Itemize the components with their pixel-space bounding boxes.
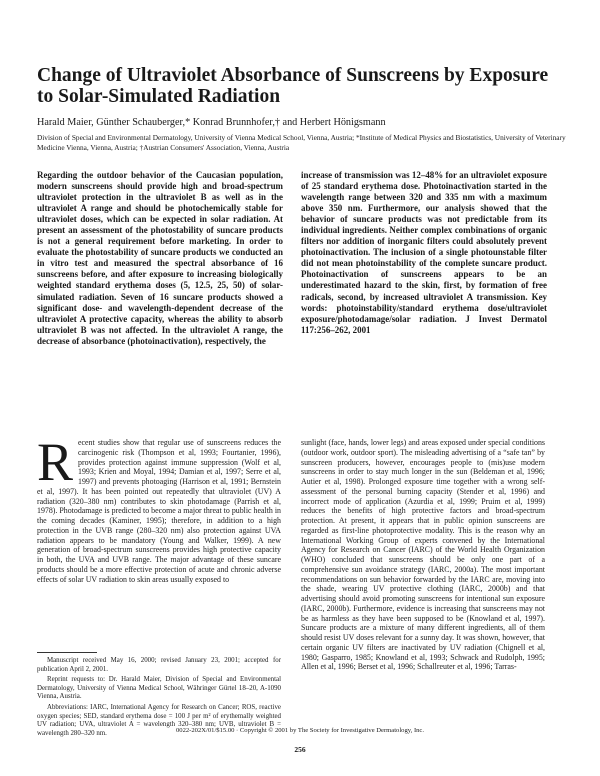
footnote-manuscript: Manuscript received May 16, 2000; revised January 23, 2001; accepted for publication April 2, 2001. <box>37 657 281 673</box>
page-number: 256 <box>294 745 306 754</box>
author-list: Harald Maier, Günther Schauberger,* Konrad Brunnhofer,† and Herbert Hönigsmann <box>37 117 386 128</box>
footnote-rule <box>37 652 97 653</box>
footnote-abbreviations: Abbreviations: IARC, International Agency for Research on Cancer; ROS, reactive oxygen species; SED, standard erythema dose = 100 J per m² of erythemally weighted UV radiation; UVA, ultraviolet A = wavelength 320–380 nm; UVB, ultraviolet B = wavelength 280–320 nm. <box>37 703 281 737</box>
body-column-1-text: ecent studies show that regular use of sunscreens reduces the carcinogenic risk (Thompson et al, 1993; Fourtanier, 1996), provides protection against immune suppression (Wolf et al, 1993; Krien and Moyal, 1994; Damian et al, 1997; Serre et al, 1997) and prevents photoaging (Harrison et al, 1991; Bernstein et al, 1997). It has been pointed out repeatedly that ultraviolet (UV) A radiation (320–380 nm) contributes to skin photodamage (Parrish et al, 1978). Photodamage is predicted to become a major threat to public health in the coming decades (Kaminer, 1995); therefore, in addition to a high protection in the UVB range (280–320 nm) also protection against UVA radiation appears to be mandatory (Young and Walker, 1999). A new generation of broad-spectrum sunscreens provides high protective capacity in both, the UVA and UVB range. The major advantage of these suncare products should be a more effective protection of acute and chronic adverse effects of solar UV radiation to skin areas usually exposed to <box>37 438 281 584</box>
body-column-1 <box>37 432 281 584</box>
drop-cap: R <box>37 432 74 492</box>
abstract-column-1: Regarding the outdoor behavior of the Caucasian population, modern sunscreens should provide high and broad-spectrum ultraviolet protection in the ultraviolet B as well as in the ultraviolet A range and should be photochemically stable for ultraviolet doses, which can be expected in solar radiation. At present an assessment of the photostability of suncare products is not a general requirement before marketing. In order to evaluate the photostability of suncare products we conducted an in vitro test and measured the spectral absorbance of 16 sunscreens before, and after exposure to increasing biologically weighted standard erythema doses (5, 12.5, 25, 50) of solar-simulated radiation. Seven of 16 suncare products showed a significant dose- and wavelength-dependent decrease of the ultraviolet A protective capacity, whereas the ability to absorb ultraviolet B was not affected. In the ultraviolet A range, the decrease of absorbance (photoinactivation), respectively, the <box>37 170 283 346</box>
abstract-column-2: increase of transmission was 12–48% for an ultraviolet exposure of 25 standard erythema dose. Photoinactivation started in the wavelength range between 320 and 335 nm with a maximum above 350 nm. Furthermore, our analysis showed that the behavior of suncare products was not predictable from its individual ingredients. Neither complex combinations of organic filters nor addition of inorganic filters could absolutely prevent photoinactivation. The inclusion of a single photounstable filter did not mean photoinstability of the complete suncare product. Photoinactivation of sunscreens appears to be an underestimated hazard to the skin, first, by formation of free radicals, second, by increased ultraviolet A transmission. Key words: photoinstability/standard erythema dose/ultraviolet exposure/photodamage/solar radiation. J Invest Dermatol 117:256–262, 2001 <box>301 170 547 335</box>
body-column-2: sunlight (face, hands, lower legs) and areas exposed under special conditions (outdoor work, outdoor sport). The misleading advertising of a “safe tan” by sunscreen producers, however, encourages people to (mis)use modern sunscreens in order to stay much longer in the sun (Beldeman et al, 1996; Autier et al, 1998). Prolonged exposure time together with a wrong self-assessment of the personal burning capacity (Stender et al, 1996) and incorrect mode of application (Azurdia et al, 1999; Pruim et al, 1999) reduces the benefits of high protective factors and broad-spectrum protection. At present, it appears that in public opinion sunscreens are regarded as first-line photoprotective modality. This is the reason why an International Working Group of experts convened by the International Agency for Research on Cancer (IARC) of the World Health Organization (WHO) concluded that sunscreens should be only one part of a comprehensive sun avoidance strategy (IARC, 2000a). The most important recommendations on sun behavior forwarded by the IARC are, moving into the shade, wearing UV protective clothing (IARC, 2000b) and that advertising should avoid promoting sunscreens for intentional sun exposure (IARC, 2000b). Furthermore, evidence is increasing that sunscreens may not be as harmless as they have been supposed to be (Knowland et al, 1997). Suncare products are a mixture of many different ingredients, all of them should resist UV doses relevant for a sunny day. It was shown, however, that certain organic UV filters are inactivated by UV radiation (Chignell et al, 1980; Gasparro, 1985; Knowland et al, 1993; Schwack and Rudolph, 1995; Allen et al, 1996; Berset et al, 1996; Schallreuter et al, 1996; Tarras- <box>301 438 545 672</box>
copyright-line: 0022-202X/01/$15.00 · Copyright © 2001 by The Society for Investigative Dermatology, Inc. <box>175 727 425 734</box>
affiliations: Division of Special and Environmental Dermatology, University of Vienna Medical School, Vienna, Austria; *Institute of Medical Physics and Biostatistics, University of Veterinary Medicine Vienna, Vienna, Austria; †Austrian Consumers' Association, Vienna, Austria <box>37 133 566 152</box>
footnote-reprints: Reprint requests to: Dr. Harald Maier, Division of Special and Environmental Dermatology, University of Vienna Medical School, Währinger Gürtel 18–20, A-1090 Vienna, Austria. <box>37 676 281 701</box>
article-title: Change of Ultraviolet Absorbance of Sunscreens by Exposure to Solar-Simulated Radiation <box>37 65 549 107</box>
